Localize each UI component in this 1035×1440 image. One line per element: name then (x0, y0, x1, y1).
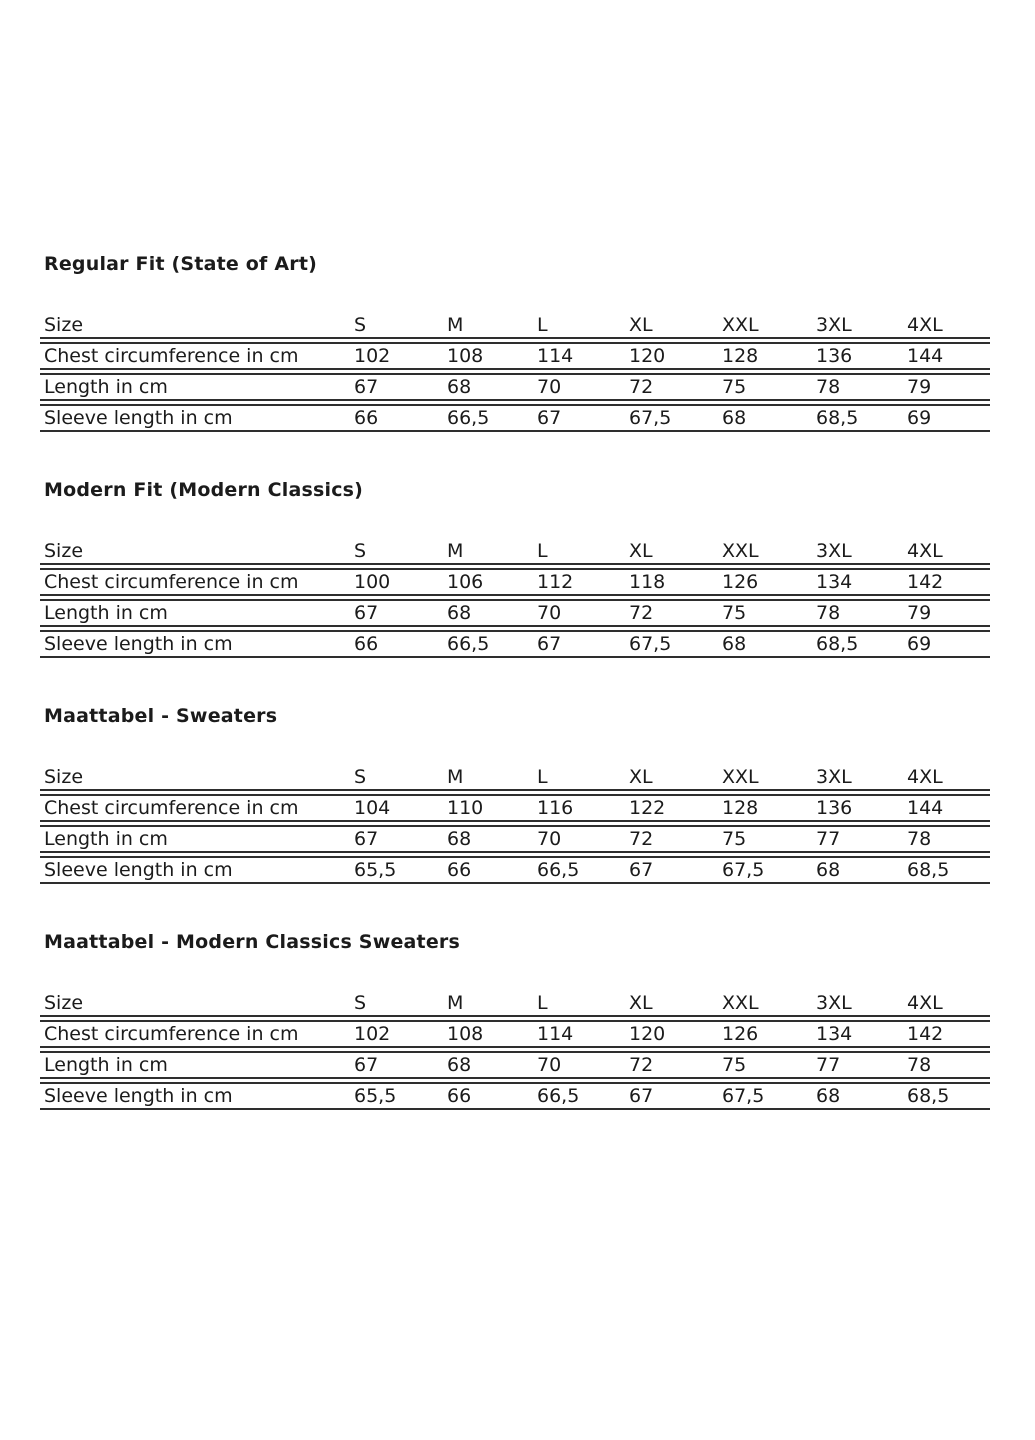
row-label: Length in cm (40, 373, 350, 401)
cell-value: 142 (903, 568, 990, 596)
size-label-header: 4XL (903, 539, 990, 565)
section-title: Maattabel - Modern Classics Sweaters (44, 931, 460, 953)
cell-value: 112 (533, 568, 625, 596)
table-row (40, 342, 990, 370)
cell-value: 67,5 (718, 856, 812, 884)
cell-value: 67 (533, 630, 625, 658)
cell-value: 66,5 (533, 1082, 625, 1110)
cell-value: 68 (812, 856, 903, 884)
size-label-header: XXL (718, 313, 812, 339)
row-label: Length in cm (40, 1051, 350, 1079)
table-row (40, 1020, 990, 1048)
header-row (40, 991, 990, 1017)
cell-value: 69 (903, 404, 990, 432)
cell-value: 72 (625, 373, 718, 401)
cell-value: 67,5 (625, 630, 718, 658)
cell-value: 77 (812, 825, 903, 853)
table-row (40, 1051, 990, 1079)
row-label: Sleeve length in cm (40, 856, 350, 884)
cell-value: 66 (350, 404, 443, 432)
cell-value: 68,5 (903, 856, 990, 884)
row-label: Chest circumference in cm (40, 1020, 350, 1048)
size-table-section (40, 930, 1035, 1113)
table-row (40, 568, 990, 596)
cell-value: 68 (718, 404, 812, 432)
size-label-header: S (350, 991, 443, 1017)
section-title: Modern Fit (Modern Classics) (44, 479, 364, 501)
size-label-header: S (350, 313, 443, 339)
size-label-header: L (533, 313, 625, 339)
size-column-header: Size (40, 765, 350, 791)
table-row (40, 373, 990, 401)
table-row (40, 825, 990, 853)
row-label: Chest circumference in cm (40, 568, 350, 596)
cell-value: 75 (718, 825, 812, 853)
cell-value: 70 (533, 825, 625, 853)
row-label: Sleeve length in cm (40, 630, 350, 658)
row-label: Sleeve length in cm (40, 1082, 350, 1110)
cell-value: 102 (350, 342, 443, 370)
size-label-header: S (350, 765, 443, 791)
size-label-header: XL (625, 313, 718, 339)
header-row (40, 313, 990, 339)
cell-value: 79 (903, 373, 990, 401)
cell-value: 66,5 (443, 630, 533, 658)
cell-value: 72 (625, 1051, 718, 1079)
cell-value: 104 (350, 794, 443, 822)
size-table (40, 310, 990, 435)
cell-value: 65,5 (350, 856, 443, 884)
cell-value: 67 (350, 373, 443, 401)
cell-value: 120 (625, 1020, 718, 1048)
size-label-header: XXL (718, 991, 812, 1017)
size-label-header: 3XL (812, 313, 903, 339)
cell-value: 68 (812, 1082, 903, 1110)
cell-value: 67,5 (625, 404, 718, 432)
cell-value: 70 (533, 1051, 625, 1079)
size-label-header: XL (625, 991, 718, 1017)
cell-value: 67 (350, 599, 443, 627)
size-label-header: XL (625, 539, 718, 565)
cell-value: 100 (350, 568, 443, 596)
cell-value: 67 (625, 1082, 718, 1110)
header-row (40, 765, 990, 791)
cell-value: 128 (718, 342, 812, 370)
size-label-header: S (350, 539, 443, 565)
size-label-header: L (533, 991, 625, 1017)
cell-value: 142 (903, 1020, 990, 1048)
cell-value: 134 (812, 1020, 903, 1048)
size-column-header: Size (40, 313, 350, 339)
table-row (40, 599, 990, 627)
cell-value: 108 (443, 342, 533, 370)
cell-value: 114 (533, 1020, 625, 1048)
size-label-header: 3XL (812, 765, 903, 791)
cell-value: 75 (718, 599, 812, 627)
table-row (40, 1082, 990, 1110)
cell-value: 114 (533, 342, 625, 370)
section-title: Maattabel - Sweaters (44, 705, 278, 727)
cell-value: 67 (350, 1051, 443, 1079)
cell-value: 136 (812, 794, 903, 822)
cell-value: 120 (625, 342, 718, 370)
size-label-header: XXL (718, 765, 812, 791)
cell-value: 118 (625, 568, 718, 596)
size-column-header: Size (40, 539, 350, 565)
size-table (40, 536, 990, 661)
row-label: Length in cm (40, 825, 350, 853)
cell-value: 67 (625, 856, 718, 884)
table-row (40, 630, 990, 658)
cell-value: 66 (443, 1082, 533, 1110)
cell-value: 77 (812, 1051, 903, 1079)
cell-value: 67,5 (718, 1082, 812, 1110)
cell-value: 70 (533, 373, 625, 401)
cell-value: 66 (443, 856, 533, 884)
cell-value: 68,5 (812, 404, 903, 432)
cell-value: 108 (443, 1020, 533, 1048)
size-column-header: Size (40, 991, 350, 1017)
row-label: Chest circumference in cm (40, 794, 350, 822)
cell-value: 72 (625, 825, 718, 853)
row-label: Chest circumference in cm (40, 342, 350, 370)
cell-value: 110 (443, 794, 533, 822)
cell-value: 68 (718, 630, 812, 658)
size-label-header: M (443, 991, 533, 1017)
cell-value: 66,5 (533, 856, 625, 884)
size-label-header: L (533, 539, 625, 565)
size-label-header: 4XL (903, 991, 990, 1017)
size-label-header: 3XL (812, 991, 903, 1017)
cell-value: 75 (718, 373, 812, 401)
cell-value: 134 (812, 568, 903, 596)
cell-value: 75 (718, 1051, 812, 1079)
row-label: Sleeve length in cm (40, 404, 350, 432)
size-label-header: XL (625, 765, 718, 791)
cell-value: 78 (812, 373, 903, 401)
cell-value: 126 (718, 1020, 812, 1048)
size-table (40, 762, 990, 887)
size-table-sections (40, 252, 1035, 1113)
size-label-header: M (443, 539, 533, 565)
cell-value: 126 (718, 568, 812, 596)
cell-value: 69 (903, 630, 990, 658)
cell-value: 136 (812, 342, 903, 370)
cell-value: 128 (718, 794, 812, 822)
cell-value: 122 (625, 794, 718, 822)
cell-value: 102 (350, 1020, 443, 1048)
header-row (40, 539, 990, 565)
table-row (40, 856, 990, 884)
cell-value: 70 (533, 599, 625, 627)
size-label-header: XXL (718, 539, 812, 565)
cell-value: 144 (903, 342, 990, 370)
cell-value: 67 (533, 404, 625, 432)
cell-value: 68 (443, 599, 533, 627)
size-label-header: M (443, 313, 533, 339)
size-table-section (40, 252, 1035, 435)
cell-value: 116 (533, 794, 625, 822)
cell-value: 78 (903, 825, 990, 853)
size-table (40, 988, 990, 1113)
size-table-section (40, 478, 1035, 661)
cell-value: 106 (443, 568, 533, 596)
cell-value: 66,5 (443, 404, 533, 432)
size-label-header: L (533, 765, 625, 791)
cell-value: 144 (903, 794, 990, 822)
size-table-section (40, 704, 1035, 887)
section-title: Regular Fit (State of Art) (44, 253, 317, 275)
table-row (40, 404, 990, 432)
cell-value: 79 (903, 599, 990, 627)
cell-value: 68,5 (903, 1082, 990, 1110)
size-label-header: 4XL (903, 313, 990, 339)
cell-value: 67 (350, 825, 443, 853)
cell-value: 66 (350, 630, 443, 658)
cell-value: 78 (903, 1051, 990, 1079)
cell-value: 68 (443, 825, 533, 853)
table-row (40, 794, 990, 822)
cell-value: 68,5 (812, 630, 903, 658)
cell-value: 65,5 (350, 1082, 443, 1110)
cell-value: 78 (812, 599, 903, 627)
cell-value: 72 (625, 599, 718, 627)
cell-value: 68 (443, 373, 533, 401)
size-label-header: 4XL (903, 765, 990, 791)
row-label: Length in cm (40, 599, 350, 627)
size-label-header: M (443, 765, 533, 791)
cell-value: 68 (443, 1051, 533, 1079)
size-label-header: 3XL (812, 539, 903, 565)
